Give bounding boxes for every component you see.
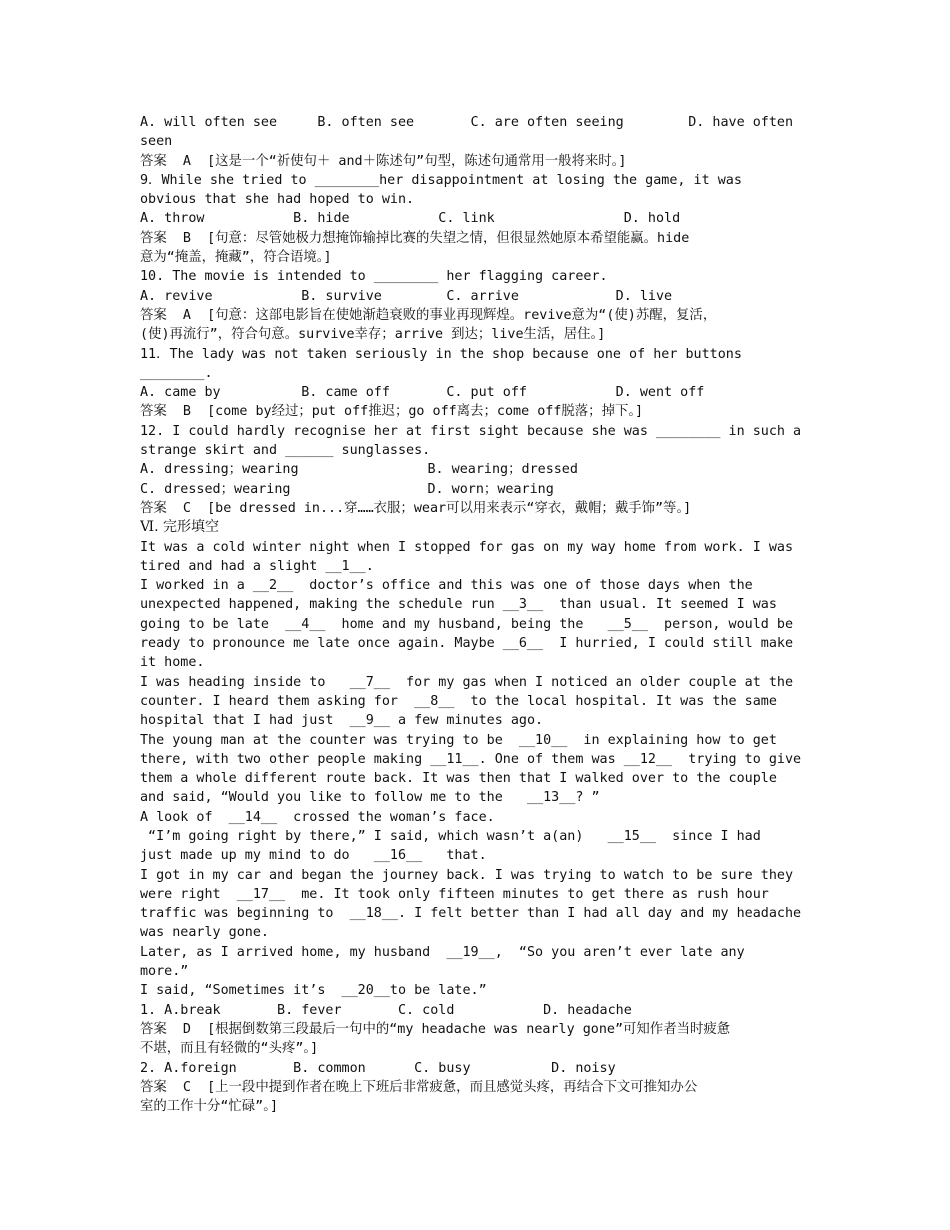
passage-line: tired and had a slight __1__. [140, 558, 374, 574]
passage-line: there, with two other people making __11__. One of them was __12__ trying to give [140, 751, 802, 767]
text-line: seen [140, 134, 173, 150]
section-heading: Ⅵ. 完形填空 [140, 519, 219, 536]
passage-line: The young man at the counter was trying to be __10__ in explaining how to get [140, 732, 777, 748]
text-line: ________. [140, 365, 213, 381]
passage-line: “I’m going right by there,” I said, which wasn’t a(an) __15__ since I had [140, 828, 761, 844]
text-line: strange skirt and ______ sunglasses. [140, 443, 431, 459]
passage-line: them a whole different route back. It was then that I walked over to the couple [140, 771, 777, 787]
options-line: A. throw B. hide C. link D. hold [140, 211, 681, 227]
question-line: 9．While she tried to ________her disappointment at losing the game, it was [140, 172, 742, 188]
options-line: A. came by B. came off C. put off D. went off [140, 385, 705, 401]
options-line: 1. A.break B. fever C. cold D. headache [140, 1002, 632, 1018]
passage-line: ready to pronounce me late once again. Maybe __6__ I hurried, I could still make [140, 636, 794, 652]
passage-line: Later, as I arrived home, my husband __19__, “So you aren’t ever late any [140, 944, 745, 960]
options-line: A. revive B. survive C. arrive D. live [140, 288, 673, 304]
options-line: A. dressing；wearing B. wearing；dressed [140, 462, 578, 478]
passage-line: and said, “Would you like to follow me to the __13__? ” [140, 790, 600, 806]
passage-line: traffic was beginning to __18__. I felt better than I had all day and my headache [140, 906, 802, 922]
answer-line: 答案 B [come by经过；put off推迟；go off离去；come off脱落；掉下。] [140, 404, 644, 420]
question-line: 10. The movie is intended to ________ her flagging career. [140, 269, 608, 285]
answer-line: 答案 C [上一段中提到作者在晚上下班后非常疲惫，而且感觉头疼，再结合下文可推知办公 [140, 1079, 698, 1095]
passage-line: was nearly gone. [140, 925, 269, 941]
passage-line: unexpected happened, making the schedule run __3__ than usual. It seemed I was [140, 597, 777, 613]
passage-line: more.” [140, 964, 189, 980]
question-line: 12. I could hardly recognise her at first sight because she was ________ in such a [140, 423, 802, 439]
passage-line: going to be late __4__ home and my husband, being the __5__ person, would be [140, 616, 794, 632]
text-line: 意为“掩盖，掩藏”，符合语境。] [140, 250, 332, 266]
passage-line: counter. I heard them asking for __8__ to the local hospital. It was the same [140, 693, 777, 709]
answer-line: 答案 A [句意：这部电影旨在使她渐趋衰败的事业再现辉煌。revive意为“(使)苏醒，复活， [140, 307, 717, 323]
answer-line: 答案 B [句意：尽管她极力想掩饰输掉比赛的失望之情，但很显然她原本希望能赢。hide [140, 230, 690, 246]
passage-line: I got in my car and began the journey back. I was trying to watch to be sure they [140, 867, 794, 883]
passage-line: were right __17__ me. It took only fifteen minutes to get there as rush hour [140, 886, 769, 902]
document-page [140, 113, 812, 1116]
answer-line: 答案 A [这是一个“祈使句＋ and＋陈述句”句型，陈述句通常用一般将来时。] [140, 153, 627, 169]
passage-line: I was heading inside to __7__ for my gas when I noticed an older couple at the [140, 674, 794, 690]
text-line: 不堪，而且有轻微的“头疼”。] [140, 1041, 319, 1057]
passage-line: it home. [140, 655, 205, 671]
passage-line: It was a cold winter night when I stopped for gas on my way home from work. I was [140, 539, 794, 555]
question-line: 11．The lady was not taken seriously in the shop because one of her buttons [140, 346, 742, 362]
options-line: C. dressed；wearing D. worn；wearing [140, 481, 554, 497]
answer-line: 答案 C [be dressed in...穿……衣服；wear可以用来表示“穿衣，戴帽；戴手饰”等。] [140, 500, 692, 516]
passage-line: hospital that I had just __9__ a few minutes ago. [140, 713, 544, 729]
options-line: 2. A.foreign B. common C. busy D. noisy [140, 1060, 616, 1076]
text-line: (使)再流行”，符合句意。survive幸存；arrive 到达；live生活，居住。] [140, 327, 606, 343]
text-line: obvious that she had hoped to win. [140, 192, 415, 208]
passage-line: I said, “Sometimes it’s __20__to be late.” [140, 983, 487, 999]
passage-line: I worked in a __2__ doctor’s office and this was one of those days when the [140, 578, 753, 594]
answer-line: 答案 D [根据倒数第三段最后一句中的“my headache was nearly gone”可知作者当时疲惫 [140, 1021, 731, 1037]
text-line: A. will often see B. often see C. are often seeing D. have often [140, 115, 794, 130]
passage-line: just made up my mind to do __16__ that. [140, 848, 487, 864]
text-line: 室的工作十分“忙碌”。] [140, 1099, 279, 1115]
passage-line: A look of __14__ crossed the woman’s face. [140, 809, 495, 825]
